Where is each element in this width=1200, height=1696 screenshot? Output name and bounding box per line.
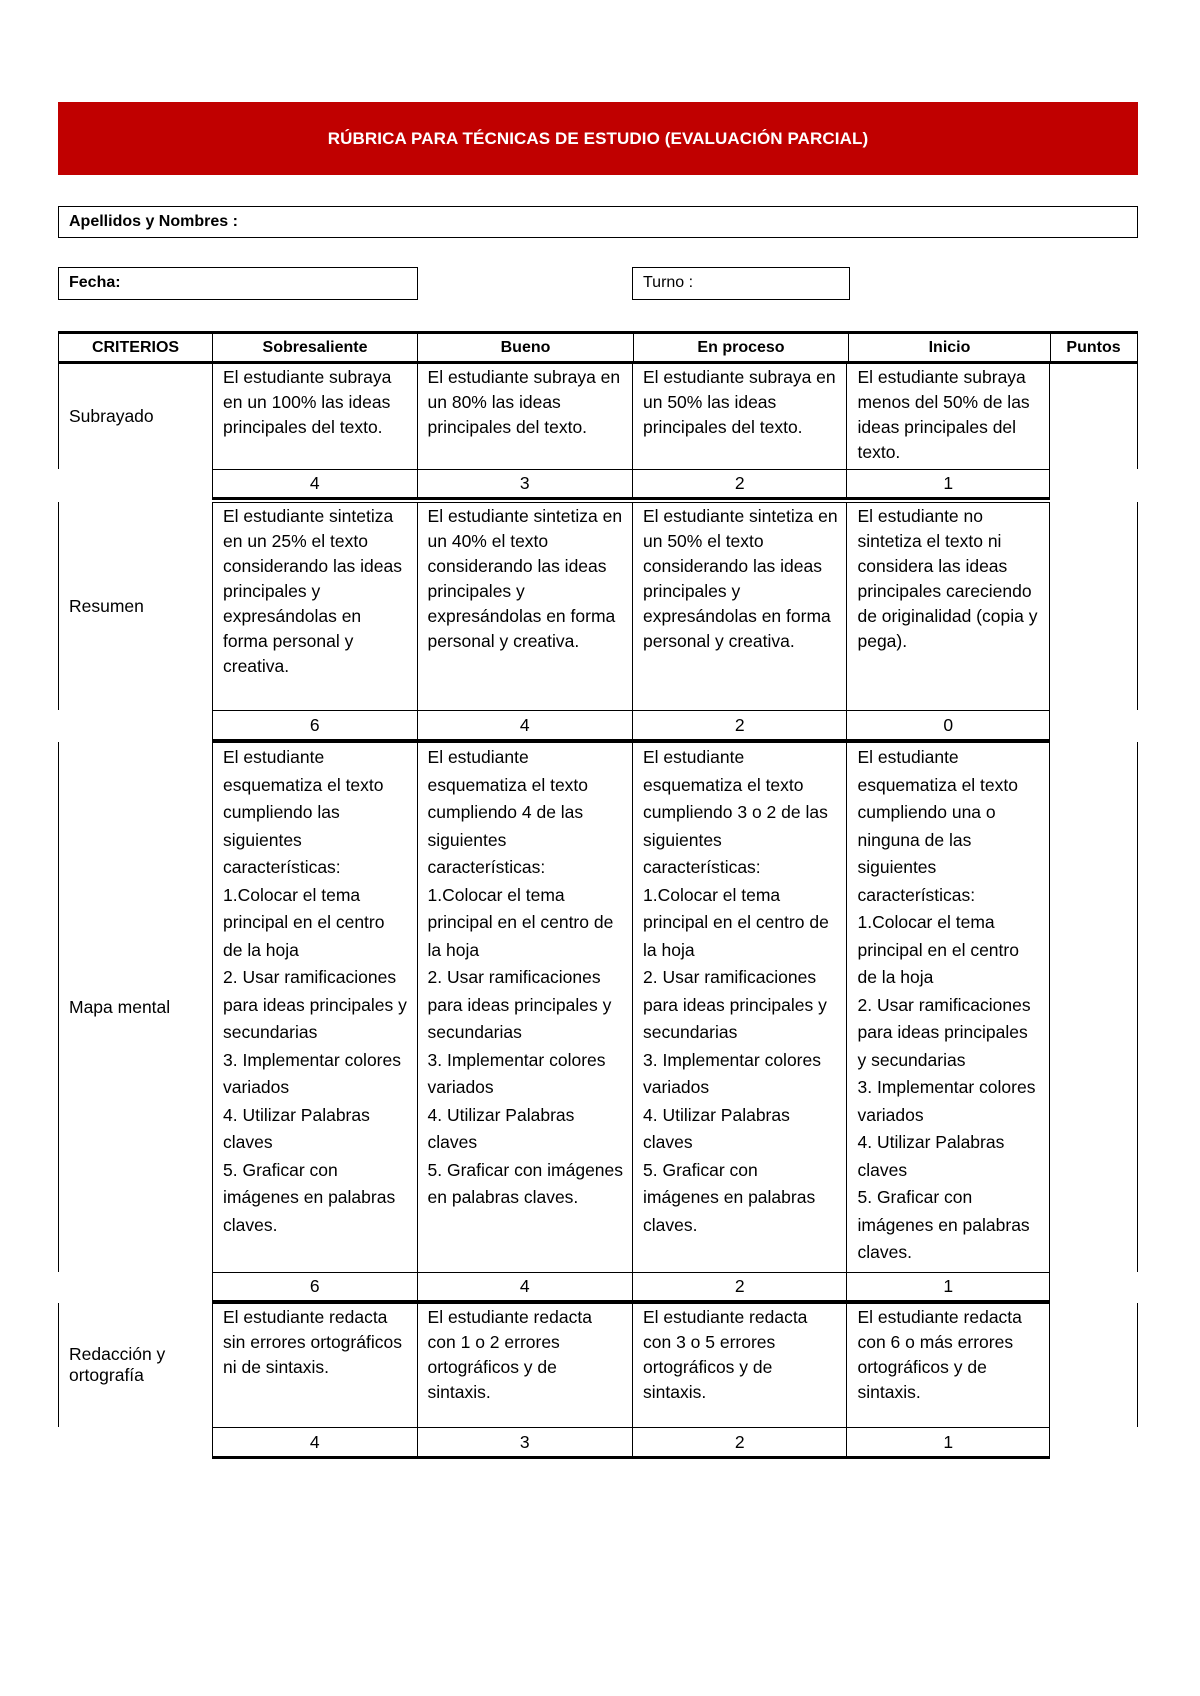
criterion-block-subrayado xyxy=(58,364,1138,502)
level-bueno: El estudiante redacta con 1 o 2 errores ortográficos y de sintaxis. xyxy=(418,1304,633,1427)
level-descriptions-row xyxy=(212,364,1050,470)
score-bueno: 3 xyxy=(418,1428,633,1456)
score-en-proceso: 2 xyxy=(633,711,847,739)
score-inicio: 1 xyxy=(943,473,954,493)
points-cell[interactable] xyxy=(1053,742,1138,1272)
criterion-label: Mapa mental xyxy=(58,742,212,1272)
level-en-proceso: El estudiante esquematiza el texto cumpliendo 3 o 2 de las siguientes características: 1.Colocar el tema principal en el centro de la hoja 2. Usar ramificaciones para ideas principales y secundarias 3. Implementar colores variados 4. Utilizar Palabras claves 5. Graficar con imágenes en palabras claves. xyxy=(633,743,847,1272)
level-en-proceso: El estudiante subraya en un 50% las ideas principales del texto. xyxy=(633,364,847,469)
level-inicio: El estudiante no sintetiza el texto ni considera las ideas principales careciendo de originalidad (copia y pega). xyxy=(857,506,1038,651)
level-inicio: El estudiante esquematiza el texto cumpliendo una o ninguna de las siguientes características: 1.Colocar el tema principal en el centro de la hoja 2. Usar ramificaciones para ideas principales y secundarias 3. Implementar colores variados 4. Utilizar Palabras claves 5. Graficar con imágenes en palabras claves. xyxy=(857,747,1036,1262)
points-cell[interactable] xyxy=(1053,364,1138,469)
score-sobresaliente: 4 xyxy=(213,470,418,497)
score-sobresaliente: 4 xyxy=(213,1428,418,1456)
score-en-proceso: 2 xyxy=(633,470,847,497)
header-en-proceso: En proceso xyxy=(634,334,849,361)
turno-field[interactable]: Turno : xyxy=(632,267,850,300)
scores-row xyxy=(212,711,1050,742)
score-inicio: 1 xyxy=(943,1431,954,1452)
criterion-label: Redacción y ortografía xyxy=(58,1303,212,1427)
score-en-proceso: 2 xyxy=(633,1428,847,1456)
score-inicio: 0 xyxy=(943,714,954,735)
score-inicio: 1 xyxy=(943,1276,954,1296)
level-descriptions-row xyxy=(212,502,1050,711)
score-bueno: 3 xyxy=(418,470,633,497)
name-field[interactable]: Apellidos y Nombres : xyxy=(58,206,1138,238)
date-field[interactable]: Fecha: xyxy=(58,267,418,300)
level-inicio: El estudiante redacta con 6 o más errores ortográficos y de sintaxis. xyxy=(857,1307,1022,1402)
page-title: RÚBRICA PARA TÉCNICAS DE ESTUDIO (EVALUACIÓN PARCIAL) xyxy=(327,128,869,148)
level-en-proceso: El estudiante sintetiza en un 50% el texto considerando las ideas principales y expresándolas en forma personal y creativa. xyxy=(633,503,847,710)
scores-row xyxy=(212,1273,1050,1303)
criterion-label: Subrayado xyxy=(58,364,212,469)
scores-row xyxy=(212,470,1050,500)
header-puntos: Puntos xyxy=(1066,338,1121,356)
points-cell[interactable] xyxy=(1053,1303,1138,1427)
score-sobresaliente: 6 xyxy=(213,711,418,739)
header-inicio: Inicio xyxy=(849,334,1051,361)
score-bueno: 4 xyxy=(418,711,633,739)
level-bueno: El estudiante subraya en un 80% las ideas principales del texto. xyxy=(418,364,633,469)
level-sobresaliente: El estudiante subraya en un 100% las ideas principales del texto. xyxy=(213,364,418,469)
score-sobresaliente: 6 xyxy=(213,1273,418,1300)
level-inicio: El estudiante subraya menos del 50% de las ideas principales del texto. xyxy=(857,367,1030,462)
scores-row xyxy=(212,1428,1050,1459)
level-descriptions-row xyxy=(212,1303,1050,1428)
level-descriptions-row xyxy=(212,742,1050,1273)
rubric-header-row xyxy=(58,331,1138,364)
criterion-block-mapa-mental xyxy=(58,742,1138,1303)
level-sobresaliente: El estudiante esquematiza el texto cumpliendo las siguientes características: 1.Colocar el tema principal en el centro de la hoja 2. Usar ramificaciones para ideas principales y secundarias 3. Implementar colores variados 4. Utilizar Palabras claves 5. Graficar con imágenes en palabras claves. xyxy=(213,743,418,1272)
criterion-block-resumen xyxy=(58,502,1138,742)
title-banner xyxy=(58,102,1138,175)
level-sobresaliente: El estudiante sintetiza en un 25% el texto considerando las ideas principales y expresándolas en forma personal y creativa. xyxy=(213,503,418,710)
points-cell[interactable] xyxy=(1053,502,1138,710)
criterion-block-redaccion xyxy=(58,1303,1138,1459)
header-criterios: CRITERIOS xyxy=(59,334,213,361)
criterion-label: Resumen xyxy=(58,502,212,710)
header-bueno: Bueno xyxy=(418,334,634,361)
score-bueno: 4 xyxy=(418,1273,633,1300)
level-bueno: El estudiante sintetiza en un 40% el texto considerando las ideas principales y expresándolas en forma personal y creativa. xyxy=(418,503,633,710)
level-en-proceso: El estudiante redacta con 3 o 5 errores ortográficos y de sintaxis. xyxy=(633,1304,847,1427)
level-sobresaliente: El estudiante redacta sin errores ortográficos ni de sintaxis. xyxy=(213,1304,418,1427)
level-bueno: El estudiante esquematiza el texto cumpliendo 4 de las siguientes características: 1.Colocar el tema principal en el centro de la hoja 2. Usar ramificaciones para ideas principales y secundarias 3. Implementar colores variados 4. Utilizar Palabras claves 5. Graficar con imágenes en palabras claves. xyxy=(418,743,633,1272)
score-en-proceso: 2 xyxy=(633,1273,847,1300)
header-sobresaliente: Sobresaliente xyxy=(213,334,418,361)
